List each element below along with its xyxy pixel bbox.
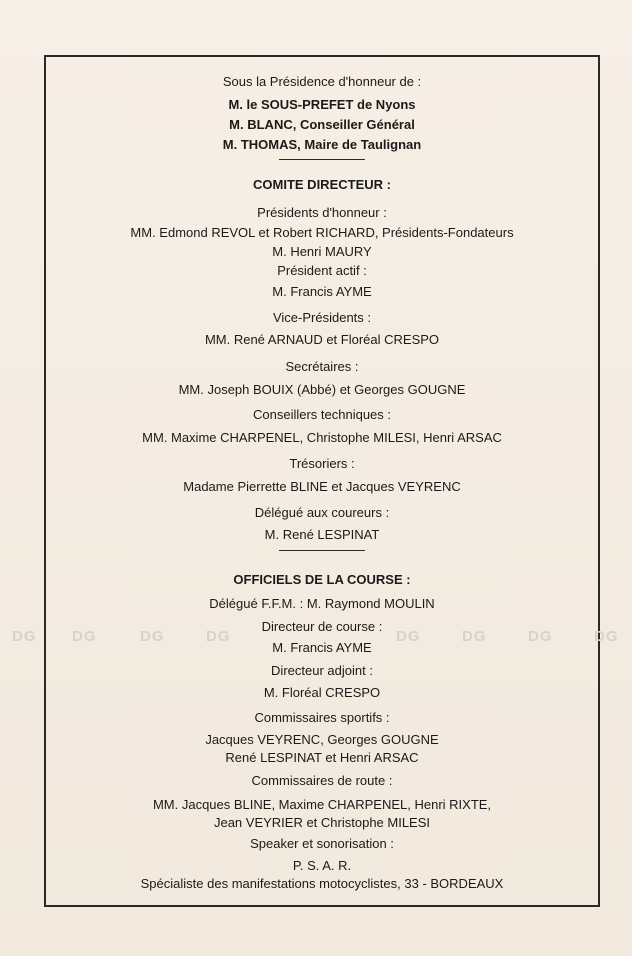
role-label: Président actif : (277, 263, 367, 278)
member-line: MM. René ARNAUD et Floréal CRESPO (204, 332, 440, 347)
official-line: MM. Jacques BLINE, Maxime CHARPENEL, Henri RIXTE, (152, 797, 492, 812)
official-line: Spécialiste des manifestations motocyclistes, 33 - BORDEAUX (140, 876, 504, 891)
watermark-stamp: DG (12, 628, 37, 645)
member-line: M. Francis AYME (272, 284, 372, 299)
section-heading-comite: COMITE DIRECTEUR : (253, 177, 391, 192)
role-label: Directeur de course : (261, 619, 383, 634)
role-label: Trésoriers : (289, 456, 355, 471)
watermark-stamp: DG (140, 628, 165, 645)
role-label: Speaker et sonorisation : (250, 836, 394, 851)
role-label: Vice-Présidents : (272, 310, 372, 325)
official-line: M. Floréal CRESPO (263, 685, 381, 700)
role-label: Commissaires sportifs : (254, 710, 390, 725)
role-label: Secrétaires : (285, 359, 359, 374)
member-line: MM. Joseph BOUIX (Abbé) et Georges GOUGNE (178, 382, 466, 397)
member-line: M. Henri MAURY (272, 244, 372, 259)
section-divider (279, 550, 365, 551)
role-label: Délégué aux coureurs : (254, 505, 390, 520)
official-line: René LESPINAT et Henri ARSAC (225, 750, 419, 765)
section-heading-officiels: OFFICIELS DE LA COURSE : (233, 572, 411, 587)
section-divider (279, 159, 365, 160)
official-line: Jacques VEYRENC, Georges GOUGNE (205, 732, 439, 747)
member-line: MM. Edmond REVOL et Robert RICHARD, Présidents-Fondateurs (130, 225, 514, 240)
honorary-line: M. BLANC, Conseiller Général (229, 117, 415, 132)
honorary-line: M. THOMAS, Maire de Taulignan (222, 137, 422, 152)
official-line: M. Francis AYME (272, 640, 372, 655)
watermark-stamp: DG (528, 628, 553, 645)
presidence-intro: Sous la Présidence d'honneur de : (222, 74, 422, 89)
honorary-line: M. le SOUS-PREFET de Nyons (228, 97, 416, 112)
official-line: Jean VEYRIER et Christophe MILESI (213, 815, 431, 830)
member-line: Madame Pierrette BLINE et Jacques VEYRENC (183, 479, 461, 494)
official-line: Délégué F.F.M. : M. Raymond MOULIN (209, 596, 435, 611)
watermark-stamp: DG (72, 628, 97, 645)
member-line: MM. Maxime CHARPENEL, Christophe MILESI, Henri ARSAC (142, 430, 502, 445)
watermark-stamp: DG (594, 628, 619, 645)
role-label: Directeur adjoint : (271, 663, 373, 678)
watermark-stamp: DG (462, 628, 487, 645)
watermark-stamp: DG (206, 628, 231, 645)
official-line: P. S. A. R. (292, 858, 352, 873)
watermark-stamp: DG (396, 628, 421, 645)
role-label: Conseillers techniques : (252, 407, 392, 422)
role-label: Commissaires de route : (251, 773, 393, 788)
member-line: M. René LESPINAT (264, 527, 380, 542)
role-label: Présidents d'honneur : (257, 205, 387, 220)
